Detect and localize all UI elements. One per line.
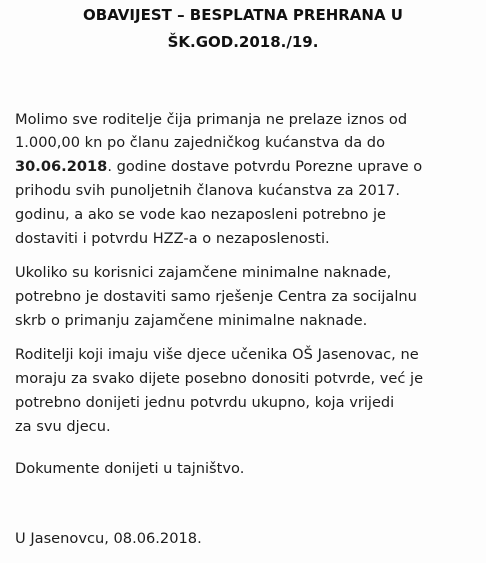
- notice-title: OBAVIJEST – BESPLATNA PREHRANA U: [83, 6, 403, 24]
- paragraph-2-line-2: potrebno je dostaviti samo rješenje Centra za socijalnu: [15, 288, 417, 305]
- paragraph-1-line-6: dostaviti i potvrdu HZZ-a o nezaposlenosti.: [15, 230, 330, 247]
- paragraph-1-line-3: [15, 158, 422, 175]
- paragraph-1-line-2: 1.000,00 kn po članu zajedničkog kućanstva da do: [15, 134, 385, 151]
- paragraph-2-line-3: skrb o primanju zajamčene minimalne naknade.: [15, 312, 368, 329]
- paragraph-3-line-2: moraju za svako dijete posebno donositi potvrde, već je: [15, 370, 424, 387]
- paragraph-1-line-5: godinu, a ako se vode kao nezaposleni potrebno je: [15, 206, 386, 223]
- paragraph-3-line-3: potrebno donijeti jednu potvrdu ukupno, koja vrijedi: [15, 394, 395, 411]
- paragraph-3-line-1: Roditelji koji imaju više djece učenika OŠ Jasenovac, ne: [15, 346, 419, 363]
- paragraph-3-line-4: za svu djecu.: [15, 418, 111, 435]
- place-and-date: U Jasenovcu, 08.06.2018.: [15, 530, 202, 547]
- notice-subtitle: ŠK.GOD.2018./19.: [167, 33, 319, 51]
- paragraph-4-line-1: Dokumente donijeti u tajništvo.: [15, 460, 245, 477]
- paragraph-1-line-3-text: . godine dostave potvrdu Porezne uprave o: [107, 158, 423, 175]
- paragraph-1-line-1: Molimo sve roditelje čija primanja ne prelaze iznos od: [15, 111, 408, 128]
- paragraph-1-line-4: prihodu svih punoljetnih članova kućanstva za 2017.: [15, 182, 400, 199]
- deadline-date: 30.06.2018: [15, 158, 108, 175]
- paragraph-2-line-1: Ukoliko su korisnici zajamčene minimalne naknade,: [15, 264, 392, 281]
